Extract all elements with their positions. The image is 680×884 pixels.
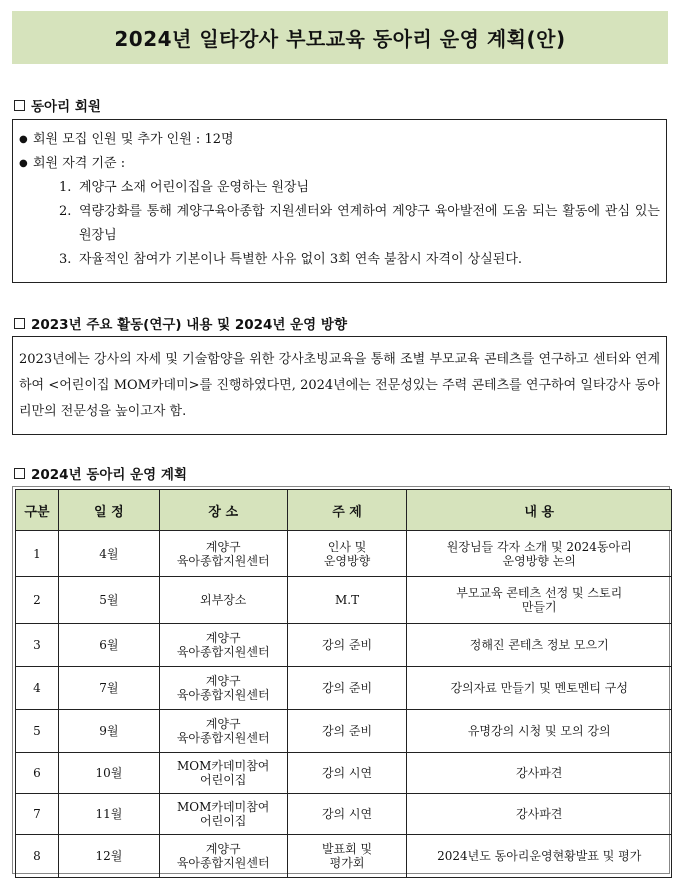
bullet-text: 회원 모집 인원 및 추가 인원 : 12명 <box>33 132 234 147</box>
section2-heading <box>14 313 347 333</box>
title-banner <box>12 11 668 64</box>
bullet-item <box>19 128 660 152</box>
section3-heading <box>14 463 187 483</box>
table-row <box>16 835 672 878</box>
bullet-icon: ● <box>19 158 28 169</box>
table-header-row <box>16 490 672 531</box>
table-cell: 4 <box>16 667 59 710</box>
table-cell: 외부장소 <box>159 577 287 624</box>
table-cell: 강의 준비 <box>287 624 407 667</box>
table-row <box>16 794 672 835</box>
member-box <box>12 119 667 283</box>
table-cell: 1 <box>16 531 59 577</box>
table-cell: 7 <box>16 794 59 835</box>
table-cell: 12월 <box>58 835 159 878</box>
schedule-table <box>15 489 672 878</box>
table-cell: 5 <box>16 710 59 753</box>
table-cell: 8 <box>16 835 59 878</box>
header-cell: 내 용 <box>407 490 672 531</box>
table-cell: 정해진 콘테츠 정보 모으기 <box>407 624 672 667</box>
checkbox-square-icon <box>14 468 25 479</box>
table-cell: MOM카데미참여 어린이집 <box>159 753 287 794</box>
table-cell: 6 <box>16 753 59 794</box>
table-cell: 인사 및 운영방향 <box>287 531 407 577</box>
table-cell: 원장님들 각자 소개 및 2024동아리 운영방향 논의 <box>407 531 672 577</box>
table-cell: 강사파견 <box>407 753 672 794</box>
criteria-item: 2. 역량강화를 통해 계양구육아종합 지원센터와 연계하여 계양구 육아발전에 도움 되는 활동에 관심 있는 원장님 <box>59 204 660 243</box>
section1-heading <box>14 95 101 115</box>
checkbox-square-icon <box>14 100 25 111</box>
table-row <box>16 710 672 753</box>
table-cell: 부모교육 콘테츠 선정 및 스토리 만들기 <box>407 577 672 624</box>
checkbox-square-icon <box>14 318 25 329</box>
table-cell: 계양구 육아종합지원센터 <box>159 624 287 667</box>
header-cell: 주 제 <box>287 490 407 531</box>
table-cell: 강의 시연 <box>287 794 407 835</box>
table-cell: 유명강의 시청 및 모의 강의 <box>407 710 672 753</box>
table-cell: 5월 <box>58 577 159 624</box>
criteria-item: 1. 계양구 소재 어린이집을 운영하는 원장님 <box>59 180 310 195</box>
table-cell: 4월 <box>58 531 159 577</box>
table-cell: 10월 <box>58 753 159 794</box>
header-cell: 구분 <box>16 490 59 531</box>
page-title: 2024년 일타강사 부모교육 동아리 운영 계획(안) <box>114 27 566 51</box>
table-cell: M.T <box>287 577 407 624</box>
table-row <box>16 531 672 577</box>
table-cell: 강의 준비 <box>287 710 407 753</box>
table-row <box>16 624 672 667</box>
table-cell: 2024년도 동아리운영현황발표 및 평가 <box>407 835 672 878</box>
table-cell: 강의자료 만들기 및 멘토멘티 구성 <box>407 667 672 710</box>
header-cell: 일 정 <box>58 490 159 531</box>
table-cell: 2 <box>16 577 59 624</box>
table-row <box>16 577 672 624</box>
section1-heading-text: 동아리 회원 <box>31 99 101 115</box>
section2-heading-text: 2023년 주요 활동(연구) 내용 및 2024년 운영 방향 <box>31 317 348 333</box>
table-cell: 7월 <box>58 667 159 710</box>
header-cell: 장 소 <box>159 490 287 531</box>
table-cell: 강의 시연 <box>287 753 407 794</box>
table-cell: 3 <box>16 624 59 667</box>
table-row <box>16 753 672 794</box>
table-cell: 계양구 육아종합지원센터 <box>159 835 287 878</box>
table-cell: MOM카데미참여 어린이집 <box>159 794 287 835</box>
table-cell: 계양구 육아종합지원센터 <box>159 667 287 710</box>
criteria-item: 3. 자율적인 참여가 기본이나 특별한 사유 없이 3회 연속 불참시 자격이 상실된다. <box>59 252 523 267</box>
bullet-icon: ● <box>19 134 28 145</box>
bullet-item <box>19 152 660 176</box>
direction-text: 2023년에는 강사의 자세 및 기술함양을 위한 강사초빙교육을 통해 조별 부모교육 콘테츠를 연구하고 센터와 연계하여 <어린이집 MOM카데미>를 진행하였다면, 2024년에는 전문성있는 주력 콘테츠를 연구하여 일타강사 동아리만의 전문성을 높이고자 함. <box>19 352 660 419</box>
table-cell: 6월 <box>58 624 159 667</box>
table-cell: 강사파견 <box>407 794 672 835</box>
table-row <box>16 667 672 710</box>
table-cell: 발표회 및 평가회 <box>287 835 407 878</box>
table-cell: 강의 준비 <box>287 667 407 710</box>
table-cell: 11월 <box>58 794 159 835</box>
section3-heading-text: 2024년 동아리 운영 계획 <box>31 467 188 483</box>
bullet-text: 회원 자격 기준 : <box>33 156 126 171</box>
table-cell: 계양구 육아종합지원센터 <box>159 531 287 577</box>
direction-box <box>12 336 667 435</box>
table-cell: 계양구 육아종합지원센터 <box>159 710 287 753</box>
table-cell: 9월 <box>58 710 159 753</box>
